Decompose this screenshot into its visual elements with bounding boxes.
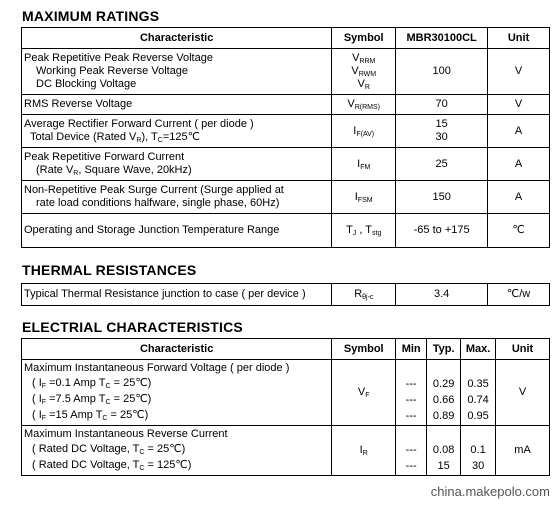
unit-cell: A <box>488 181 550 214</box>
unit-cell: mA <box>496 426 550 476</box>
symbol-cell: $V_F$ <box>332 360 396 426</box>
min-cell: --- --- <box>396 426 427 476</box>
characteristic-cell <box>22 115 332 148</box>
row-text: Working Peak Reverse Voltage <box>36 65 189 77</box>
symbol-cell: $T_J$ , $T_{stg}$ <box>332 214 396 248</box>
characteristic-cell <box>22 49 332 95</box>
unit-cell: V <box>496 360 550 426</box>
row-text: Maximum Instantaneous Reverse Current <box>24 428 228 440</box>
value-cell: 100 <box>396 49 488 95</box>
row-text: Total Device (Rated $V_R$), $T_C=125℃$ <box>30 131 200 144</box>
characteristic-cell <box>22 360 332 426</box>
electrical-table <box>21 338 550 476</box>
header-min: Min <box>396 339 427 360</box>
value-cell: 70 <box>396 95 488 115</box>
table-row <box>22 148 550 181</box>
symbol-cell: $I_{FSM}$ <box>332 181 396 214</box>
value-cell: 3.4 <box>396 284 488 306</box>
unit-cell: ℃/w <box>488 284 550 306</box>
value-cell: -65 to +175 <box>396 214 488 248</box>
characteristic-cell <box>22 181 332 214</box>
row-text: Non-Repetitive Peak Surge Current (Surge applied at <box>24 184 284 196</box>
condition-text: ( Rated DC Voltage, $T_C$ = 25℃) <box>32 443 186 456</box>
row-text: Maximum Instantaneous Forward Voltage ( per diode ) <box>24 362 290 374</box>
characteristic-cell: RMS Reverse Voltage <box>22 95 332 115</box>
symbol-cell: $I_{FM}$ <box>332 148 396 181</box>
symbol-cell: $I_{F(AV)}$ <box>332 115 396 148</box>
value-cell: 15 30 <box>396 115 488 148</box>
table-row <box>22 360 550 426</box>
unit-cell: V <box>488 95 550 115</box>
max-ratings-title: MAXIMUM RATINGS <box>22 8 160 24</box>
unit-cell: ℃ <box>488 214 550 248</box>
symbol-cell: $R_{\theta j-c}$ <box>332 284 396 306</box>
value-cell: 25 <box>396 148 488 181</box>
electrical-title: ELECTRIAL CHARACTERISTICS <box>22 319 243 335</box>
electrical-header-row <box>22 339 550 360</box>
characteristic-cell: Operating and Storage Junction Temperature Range <box>22 214 332 248</box>
condition-text: ( $I_F =0.1$ Amp $T_C$ = 25℃) <box>32 377 152 390</box>
table-row <box>22 284 550 306</box>
condition-text: ( Rated DC Voltage, $T_C$ = 125℃) <box>32 459 192 472</box>
characteristic-cell <box>22 426 332 476</box>
symbol: $V_{RWM}$ <box>351 65 377 78</box>
row-text: Average Rectifier Forward Current ( per diode ) <box>24 118 254 130</box>
row-text: Peak Repetitive Peak Reverse Voltage <box>24 52 213 64</box>
table-row <box>22 426 550 476</box>
table-row <box>22 181 550 214</box>
min-cell: --- --- --- <box>396 360 427 426</box>
row-text: (Rate $V_R$, Square Wave, 20kHz) <box>36 164 192 177</box>
condition-text: ( $I_F =15$ Amp $T_C$ = 25℃) <box>32 409 149 422</box>
symbol-cell: $I_R$ <box>332 426 396 476</box>
row-text: Peak Repetitive Forward Current <box>24 151 185 163</box>
symbol: $V_R$ <box>357 78 370 91</box>
header-characteristic: Characteristic <box>22 339 332 360</box>
thermal-title: THERMAL RESISTANCES <box>22 262 197 278</box>
header-max: Max. <box>461 339 496 360</box>
value-cell: 150 <box>396 181 488 214</box>
table-row <box>22 115 550 148</box>
thermal-table <box>21 283 550 306</box>
max-cell: 0.1 30 <box>461 426 496 476</box>
header-unit: Unit <box>488 28 550 49</box>
table-row <box>22 49 550 95</box>
header-symbol: Symbol <box>332 339 396 360</box>
header-symbol: Symbol <box>332 28 396 49</box>
max-ratings-table <box>21 27 550 248</box>
max-ratings-header-row <box>22 28 550 49</box>
max-cell: 0.35 0.74 0.95 <box>461 360 496 426</box>
table-row <box>22 95 550 115</box>
header-typ: Typ. <box>427 339 461 360</box>
symbol: $V_{RRM}$ <box>352 52 376 65</box>
row-text: DC Blocking Voltage <box>36 78 137 90</box>
typ-cell: 0.08 15 <box>427 426 461 476</box>
condition-text: ( $I_F =7.5$ Amp $T_C$ = 25℃) <box>32 393 152 406</box>
symbol-cell <box>332 49 396 95</box>
unit-cell: A <box>488 148 550 181</box>
characteristic-cell: Typical Thermal Resistance junction to case ( per device ) <box>22 284 332 306</box>
unit-cell: A <box>488 115 550 148</box>
header-part-number: MBR30100CL <box>396 28 488 49</box>
watermark-text: china.makepolo.com <box>430 484 550 499</box>
header-unit: Unit <box>496 339 550 360</box>
table-row <box>22 214 550 248</box>
typ-cell: 0.29 0.66 0.89 <box>427 360 461 426</box>
unit-cell: V <box>488 49 550 95</box>
row-text: rate load conditions halfware, single phase, 60Hz) <box>36 197 280 209</box>
header-characteristic: Characteristic <box>22 28 332 49</box>
symbol-cell: $V_{R(RMS)}$ <box>332 95 396 115</box>
characteristic-cell <box>22 148 332 181</box>
